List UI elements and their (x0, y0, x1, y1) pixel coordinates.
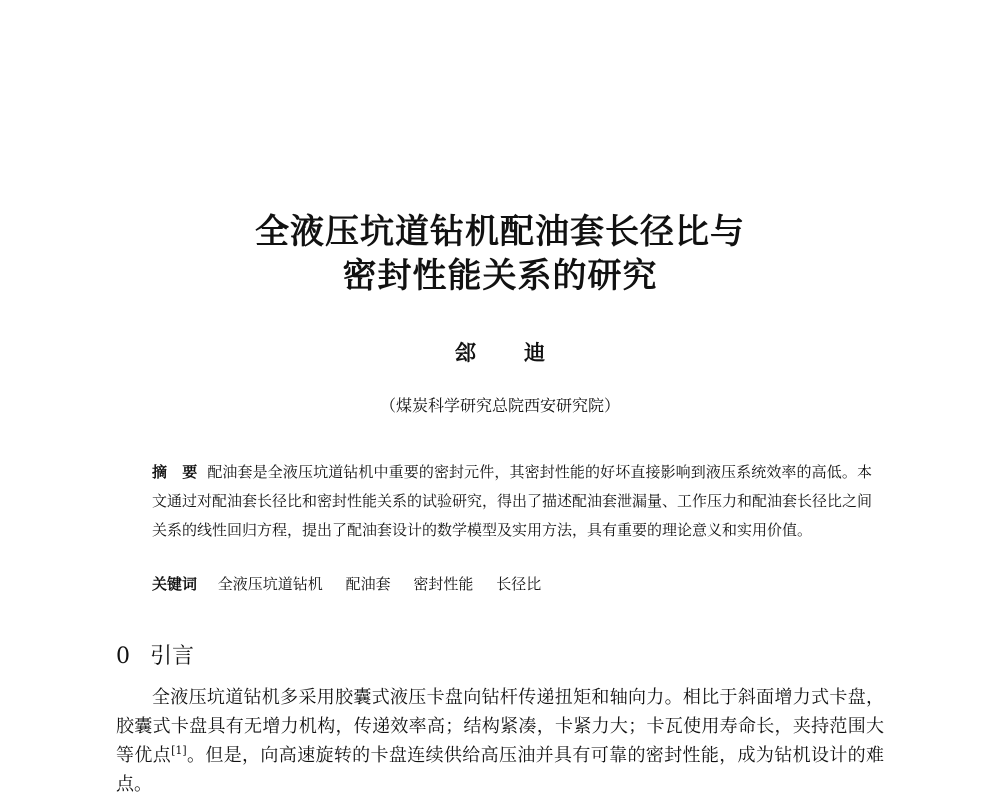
keywords-label: 关键词 (152, 575, 198, 593)
keyword-item: 密封性能 (413, 575, 474, 593)
section-heading-introduction (116, 642, 194, 672)
paper-title-line-2: 密封性能关系的研究 (342, 256, 658, 296)
author-name (0, 340, 1000, 366)
author-name-part-1: 郐 (455, 340, 476, 365)
abstract (152, 458, 872, 545)
keywords (152, 571, 872, 597)
introduction-text-part-1: 全液压坑道钻机多采用胶囊式液压卡盘向钻杆传递扭矩和轴向力。相比于斜面增力式卡盘，胶囊式卡盘具有无增力机构，传递效率高；结构紧凑，卡紧力大；卡瓦使用寿命长，夹持范围大等优点 (116, 687, 884, 766)
keyword-item: 长径比 (496, 575, 542, 593)
section-number: 0 (116, 644, 130, 669)
abstract-label: 摘 要 (152, 463, 198, 481)
paper-title-line-1: 全液压坑道钻机配油套长径比与 (255, 212, 745, 252)
introduction-paragraph (116, 683, 884, 799)
section-title: 引言 (150, 644, 195, 669)
introduction-text-part-2: 。但是，向高速旋转的卡盘连续供给高压油并具有可靠的密封性能，成为钻机设计的难点。 (116, 745, 885, 795)
keyword-item: 配油套 (345, 575, 391, 593)
author-name-part-2: 迪 (524, 340, 545, 365)
author-affiliation: （煤炭科学研究总院西安研究院） (379, 396, 620, 415)
citation-reference[interactable]: [1] (171, 744, 187, 757)
abstract-text: 配油套是全液压坑道钻机中重要的密封元件，其密封性能的好坏直接影响到液压系统效率的高低。本文通过对配油套长径比和密封性能关系的试验研究，得出了描述配油套泄漏量、工作压力和配油套长径比之间关系的线性回归方程，提出了配油套设计的数学模型及实用方法，具有重要的理论意义和实用价值。 (152, 463, 873, 539)
keyword-item: 全液压坑道钻机 (217, 575, 323, 593)
